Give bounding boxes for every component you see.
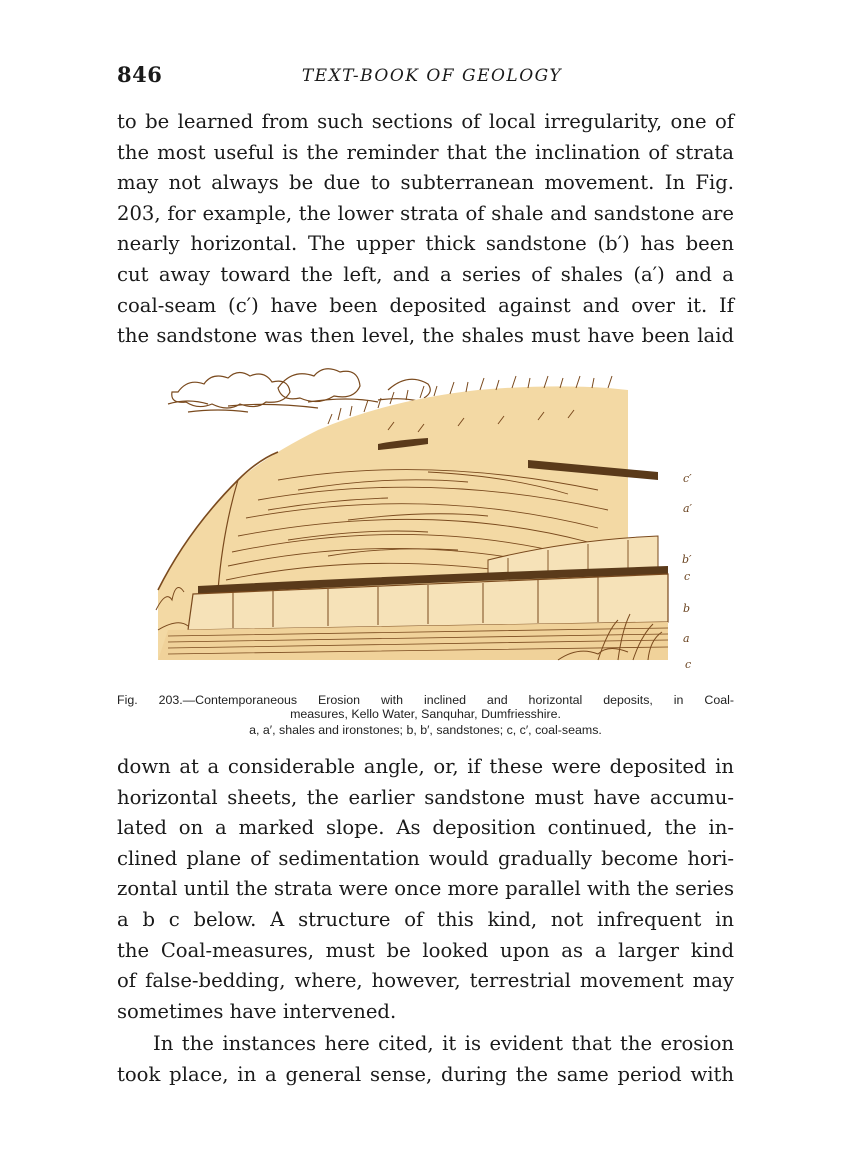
text-line: a b c below. A structure of this kind, not infrequent in (117, 907, 734, 931)
text-line: coal-seam (c′) have been deposited against and over it. If (117, 293, 734, 317)
text-line: to be learned from such sections of local irregularity, one of (117, 110, 734, 133)
text-line: horizontal sheets, the earlier sandstone must have accumu- (117, 785, 734, 809)
text-line: the most useful is the reminder that the inclination of strata (117, 140, 734, 164)
text-line: down at a considerable angle, or, if these were deposited in (117, 755, 734, 778)
text-line: nearly horizontal. The upper thick sandstone (b′) has been (117, 232, 734, 256)
text-line: took place, in a general sense, during the same period with (117, 1062, 734, 1086)
paragraph-1 (117, 107, 734, 352)
page-number: 846 (117, 62, 163, 87)
paragraph-2 (117, 752, 734, 1027)
label-c-prime: c′ (683, 472, 692, 485)
caption-line: Fig. 203.—Contemporaneous Erosion with inclined and horizontal deposits, in Coal- (117, 693, 734, 707)
erosion-section-illustration (128, 360, 718, 680)
geology-figure-203 (128, 360, 718, 680)
running-head: TEXT-BOOK OF GEOLOGY (301, 66, 563, 86)
paragraph-3 (117, 1029, 734, 1090)
text-line: cut away toward the left, and a series of shales (a′) and a (117, 262, 734, 286)
text-line: 203, for example, the lower strata of shale and sandstone are (117, 201, 734, 225)
strata-labels (682, 472, 693, 671)
text-line: sometimes have intervened. (117, 999, 397, 1023)
label-b: b (683, 602, 691, 615)
label-c-bottom: c (685, 658, 692, 671)
label-c: c (684, 570, 691, 583)
text-line: of false-bedding, where, however, terrestrial movement may (117, 969, 734, 993)
page-header (117, 62, 737, 90)
caption-legend: a, a′, shales and ironstones; b, b′, sandstones; c, c′, coal-seams. (249, 723, 602, 737)
caption-line: measures, Kello Water, Sanquhar, Dumfriesshire. (290, 707, 561, 721)
label-a-prime: a′ (683, 502, 693, 515)
text-line: zontal until the strata were once more parallel with the series (117, 877, 734, 901)
label-b-prime: b′ (682, 553, 692, 566)
cloud-drawing (168, 369, 430, 412)
text-line: lated on a marked slope. As deposition continued, the in- (117, 816, 734, 840)
figure-caption (117, 693, 734, 737)
text-line: In the instances here cited, it is evident that the erosion (153, 1032, 734, 1055)
text-line: may not always be due to subterranean movement. In Fig. (117, 171, 734, 195)
text-line: clined plane of sedimentation would gradually become hori- (117, 846, 734, 870)
text-line: the Coal-measures, must be looked upon as a larger kind (117, 938, 734, 962)
label-a: a (683, 632, 690, 645)
text-line: the sandstone was then level, the shales must have been laid (117, 324, 734, 348)
